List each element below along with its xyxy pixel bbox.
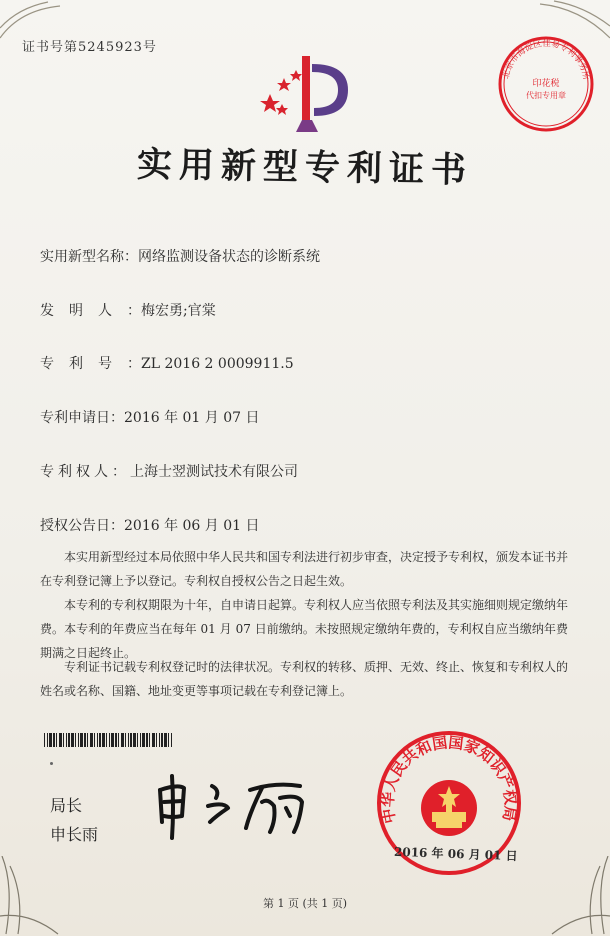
- barcode-bar: [49, 733, 52, 747]
- certificate-title: 实用新型专利证书: [136, 144, 474, 191]
- filing-date-row: [40, 407, 260, 427]
- barcode-bar: [87, 733, 88, 747]
- patent-number-label: 专利号: [40, 356, 127, 372]
- barcode-bar: [84, 733, 86, 747]
- seal-date: 2016 年 06 月 01 日: [393, 844, 518, 864]
- barcode-bar: [68, 733, 70, 747]
- barcode-bar: [80, 733, 83, 747]
- barcode-bar: [94, 733, 95, 747]
- agency-seal-ring-text: 北京市海淀区佳易专利事务所: [501, 38, 591, 81]
- inventor-row: [40, 300, 216, 320]
- barcode-bar: [106, 733, 107, 747]
- barcode-bar: [125, 733, 126, 747]
- barcode-bar: [56, 733, 57, 747]
- barcode-bar: [152, 733, 155, 747]
- barcode-bar: [146, 733, 148, 747]
- body-paragraph-1: 本实用新型经过本局依照中华人民共和国专利法进行初步审查，决定授予专利权，颁发本证书并在专利登记簿上予以登记。专利权自授权公告之日起生效。: [40, 550, 569, 588]
- barcode-bar: [59, 733, 62, 747]
- patentee-value: 上海士翌测试技术有限公司: [130, 464, 298, 480]
- svg-text:北京市海淀区佳易专利事务所: [500, 38, 592, 81]
- agency-seal-line2: 代扣专用章: [526, 91, 566, 100]
- signatory-name: 申长雨: [50, 825, 99, 844]
- filing-date-value: 2016 年 01 月 07 日: [124, 410, 260, 426]
- barcode-bar: [156, 733, 157, 747]
- body-paragraph-2: 本专利的专利权期限为十年，自申请日起算。专利权人应当依照专利法及其实施细则规定缴纳年费。本专利的年费应当在每年 01 月 07 日前缴纳。未按照规定缴纳年费的，专利权自应当缴纳年费期满之日起终止。: [40, 598, 569, 660]
- inventor-label: 发明人: [40, 303, 127, 319]
- utility-name-row: [40, 246, 320, 266]
- barcode-bar: [78, 733, 79, 747]
- mark-dot: [50, 762, 53, 765]
- barcode-bar: [133, 733, 136, 747]
- agency-seal-line1: 印花税: [532, 79, 560, 89]
- patent-number-row: [40, 353, 294, 373]
- barcode-bar: [140, 733, 141, 747]
- barcode-bar: [63, 733, 64, 747]
- patentee-row: [40, 461, 298, 481]
- patentee-label: 专利权人：: [40, 464, 130, 480]
- barcode-bar: [71, 733, 74, 747]
- barcode-bar: [130, 733, 132, 747]
- grant-date-label: 授权公告日：: [40, 518, 124, 534]
- barcode-bar: [75, 733, 76, 747]
- barcode-bar: [44, 733, 45, 747]
- barcode-bar: [161, 733, 163, 747]
- utility-name-value: 网络监测设备状态的诊断系统: [138, 249, 320, 265]
- grant-date-row: [40, 515, 260, 535]
- barcode-bar: [109, 733, 110, 747]
- barcode-bar: [168, 733, 169, 747]
- barcode-bar: [102, 733, 105, 747]
- barcode-bar: [149, 733, 150, 747]
- barcode-bar: [142, 733, 145, 747]
- barcode-bar: [115, 733, 117, 747]
- barcode-bar: [164, 733, 167, 747]
- cnipa-logo: [252, 50, 362, 140]
- body-paragraph-3: 专利证书记载专利权登记时的法律状况。专利权的转移、质押、无效、终止、恢复和专利权人的姓名或名称、国籍、地址变更等事项记载在专利登记簿上。: [40, 660, 569, 698]
- inventor-colon: ：: [127, 303, 141, 319]
- barcode-bar: [53, 733, 55, 747]
- certificate-number: 证书号第5245923号: [22, 40, 157, 55]
- handwritten-signature: [150, 772, 320, 842]
- corner-ornament-top-left: [0, 0, 70, 40]
- patent-number-value: ZL 2016 2 0009911.5: [141, 356, 294, 372]
- barcode-bar: [159, 733, 160, 747]
- barcode-bar: [90, 733, 93, 747]
- signatory-role: 局长: [50, 796, 83, 815]
- barcode-bar: [97, 733, 98, 747]
- utility-name-label: 实用新型名称：: [40, 249, 138, 265]
- barcode-bar: [66, 733, 67, 747]
- agency-seal: [496, 34, 596, 134]
- page-footer: 第 1 页 (共 1 页): [262, 897, 348, 910]
- barcode-bar: [137, 733, 138, 747]
- barcode-bar: [128, 733, 129, 747]
- barcode-bar: [171, 733, 172, 747]
- body-paragraph-1-wrap: [40, 545, 568, 593]
- barcode-bar: [99, 733, 101, 747]
- patent-number-colon: ：: [127, 356, 141, 372]
- filing-date-label: 专利申请日：: [40, 410, 124, 426]
- official-seal-ring-text: 中华人民共和国国家知识产权局: [378, 733, 520, 825]
- barcode: [44, 733, 174, 747]
- barcode-bar: [47, 733, 48, 747]
- barcode-bar: [118, 733, 119, 747]
- barcode-bar: [121, 733, 124, 747]
- body-paragraph-3-wrap: [40, 655, 568, 703]
- barcode-bar: [111, 733, 114, 747]
- inventor-value: 梅宏勇;官棠: [141, 303, 216, 319]
- grant-date-value: 2016 年 06 月 01 日: [124, 518, 260, 534]
